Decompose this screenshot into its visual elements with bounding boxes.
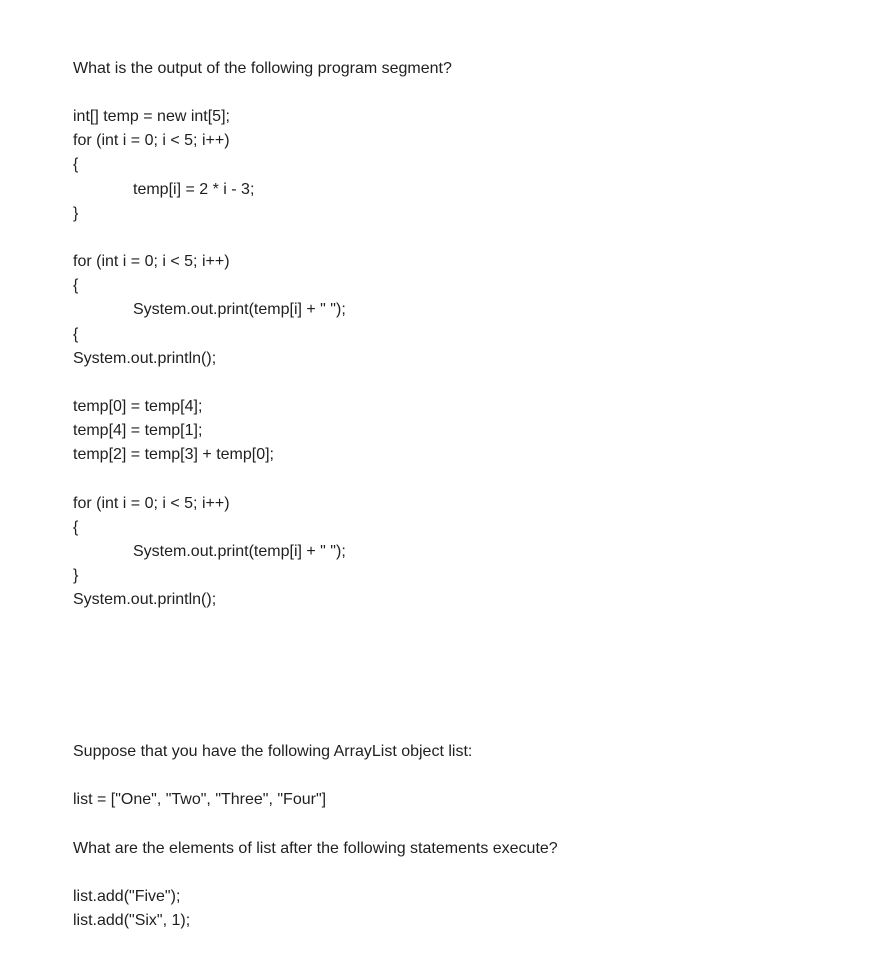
code-line: {: [73, 326, 79, 343]
code-line: for (int i = 0; i < 5; i++): [73, 495, 230, 512]
question-2-intro: Suppose that you have the following ArrayList object list:: [73, 743, 473, 760]
list-declaration: list = ["One", "Two", "Three", "Four"]: [73, 791, 327, 808]
code-line: System.out.println();: [73, 591, 217, 608]
code-line: }: [73, 567, 79, 584]
code-line: temp[i] = 2 * i - 3;: [133, 181, 255, 198]
code-line: temp[2] = temp[3] + temp[0];: [73, 446, 274, 463]
code-line: {: [73, 519, 79, 536]
code-line: temp[0] = temp[4];: [73, 398, 203, 415]
code-line: temp[4] = temp[1];: [73, 422, 203, 439]
code-line: int[] temp = new int[5];: [73, 108, 230, 125]
question-1-prompt: What is the output of the following program segment?: [73, 60, 452, 77]
code-line: {: [73, 277, 79, 294]
code-line: }: [73, 205, 79, 222]
code-line: System.out.print(temp[i] + " ");: [133, 543, 346, 560]
code-line: for (int i = 0; i < 5; i++): [73, 132, 230, 149]
code-line: for (int i = 0; i < 5; i++): [73, 253, 230, 270]
code-line: System.out.print(temp[i] + " ");: [133, 301, 346, 318]
code-line: list.add("Five");: [73, 888, 181, 905]
question-2-prompt: What are the elements of list after the following statements execute?: [73, 840, 558, 857]
code-line: System.out.println();: [73, 350, 217, 367]
code-line: {: [73, 156, 79, 173]
code-line: list.add("Six", 1);: [73, 912, 191, 929]
